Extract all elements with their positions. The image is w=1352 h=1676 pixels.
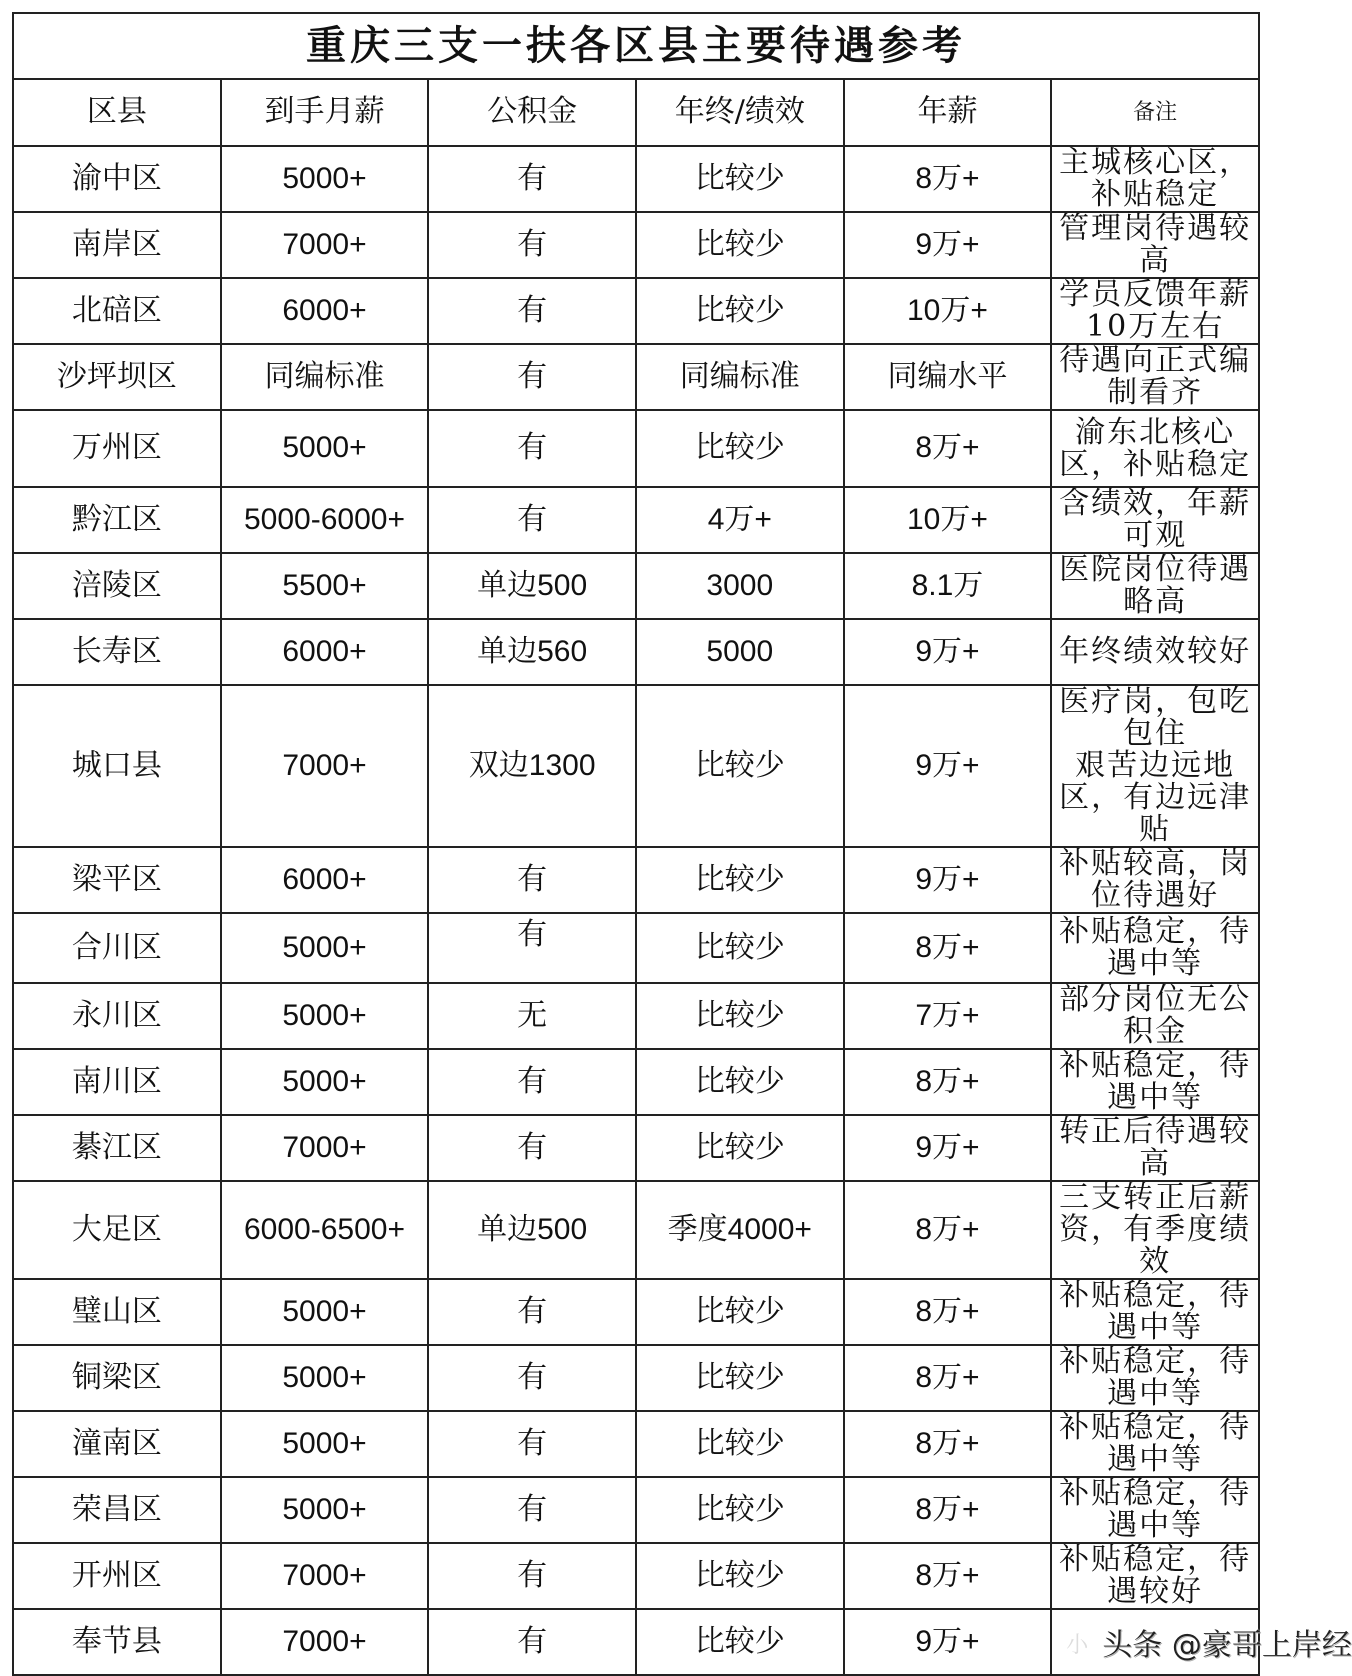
cell-district: 南岸区 [13,212,221,278]
cell-district: 涪陵区 [13,553,221,619]
cell-monthly-pay: 5000-6000+ [221,487,429,553]
cell-notes: 医院岗位待遇略高 [1051,553,1259,619]
cell-notes: 补贴稳定，待遇中等 [1051,1411,1259,1477]
cell-annual-pay: 9万+ [844,1609,1052,1675]
cell-bonus: 比较少 [636,1411,844,1477]
cell-district: 大足区 [13,1181,221,1279]
cell-annual-pay: 9万+ [844,1115,1052,1181]
cell-bonus: 比较少 [636,1115,844,1181]
cell-district: 南川区 [13,1049,221,1115]
cell-monthly-pay: 5000+ [221,913,429,983]
header-notes: 备注 [1051,79,1259,146]
cell-annual-pay: 10万+ [844,487,1052,553]
cell-district: 城口县 [13,685,221,847]
cell-housing-fund: 有 [428,1477,636,1543]
cell-district: 开州区 [13,1543,221,1609]
cell-notes: 补贴稳定，待遇中等 [1051,1279,1259,1345]
cell-housing-fund: 有 [428,1543,636,1609]
cell-bonus: 比较少 [636,1279,844,1345]
cell-notes: 年终绩效较好 [1051,619,1259,685]
table-row [13,1609,1259,1675]
cell-monthly-pay: 5000+ [221,1279,429,1345]
cell-district: 沙坪坝区 [13,344,221,410]
cell-notes: 部分岗位无公积金 [1051,983,1259,1049]
cell-bonus: 比较少 [636,278,844,344]
cell-annual-pay: 8万+ [844,1543,1052,1609]
table-row [13,619,1259,685]
cell-notes: 补贴稳定，待遇中等 [1051,1477,1259,1543]
cell-housing-fund: 有 [428,344,636,410]
cell-annual-pay: 8万+ [844,1181,1052,1279]
cell-notes: 主城核心区，补贴稳定 [1051,146,1259,212]
cell-monthly-pay: 6000-6500+ [221,1181,429,1279]
cell-monthly-pay: 6000+ [221,619,429,685]
cell-bonus: 比较少 [636,212,844,278]
cell-district: 璧山区 [13,1279,221,1345]
cell-monthly-pay: 7000+ [221,1543,429,1609]
cell-monthly-pay: 5000+ [221,410,429,487]
cell-monthly-pay: 5000+ [221,1477,429,1543]
cell-annual-pay: 8万+ [844,410,1052,487]
table-row [13,685,1259,847]
cell-housing-fund: 单边560 [428,619,636,685]
table-row [13,1543,1259,1609]
cell-annual-pay: 10万+ [844,278,1052,344]
cell-housing-fund: 有 [428,1115,636,1181]
cell-notes: 含绩效，年薪可观 [1051,487,1259,553]
cell-annual-pay: 8万+ [844,1411,1052,1477]
cell-notes: 三支转正后薪资，有季度绩效 [1051,1181,1259,1279]
cell-notes: 管理岗待遇较高 [1051,212,1259,278]
cell-monthly-pay: 7000+ [221,1115,429,1181]
table-row [13,278,1259,344]
cell-housing-fund: 单边500 [428,553,636,619]
cell-district: 永川区 [13,983,221,1049]
cell-bonus: 比较少 [636,847,844,913]
cell-housing-fund: 有 [428,1345,636,1411]
cell-district: 黔江区 [13,487,221,553]
cell-monthly-pay: 同编标准 [221,344,429,410]
watermark: 头条 @豪哥上岸经 [1102,1627,1352,1663]
table-row [13,410,1259,487]
cell-bonus: 比较少 [636,983,844,1049]
cell-annual-pay: 8万+ [844,1279,1052,1345]
cell-annual-pay: 8万+ [844,1345,1052,1411]
cell-notes: 补贴稳定，待遇中等 [1051,1049,1259,1115]
cell-district: 綦江区 [13,1115,221,1181]
table-row [13,344,1259,410]
cell-annual-pay: 9万+ [844,847,1052,913]
table-row [13,553,1259,619]
cell-bonus: 比较少 [636,1049,844,1115]
cell-annual-pay: 8万+ [844,1477,1052,1543]
cell-bonus: 比较少 [636,146,844,212]
table-row [13,1049,1259,1115]
table-title: 重庆三支一扶各区县主要待遇参考 [13,13,1259,79]
cell-notes: 学员反馈年薪10万左右 [1051,278,1259,344]
table-row [13,1477,1259,1543]
cell-bonus: 季度4000+ [636,1181,844,1279]
cell-notes: 补贴稳定，待遇较好 [1051,1543,1259,1609]
cell-district: 渝中区 [13,146,221,212]
cell-housing-fund: 有 [428,212,636,278]
cell-bonus: 比较少 [636,913,844,983]
cell-monthly-pay: 6000+ [221,278,429,344]
cell-monthly-pay: 6000+ [221,847,429,913]
cell-monthly-pay: 7000+ [221,1609,429,1675]
salary-table [12,12,1352,1676]
cell-housing-fund: 有 [428,847,636,913]
table-row [13,1411,1259,1477]
cell-annual-pay: 9万+ [844,212,1052,278]
cell-district: 荣昌区 [13,1477,221,1543]
cell-bonus: 比较少 [636,1543,844,1609]
cell-bonus: 3000 [636,553,844,619]
cell-bonus: 比较少 [636,410,844,487]
table-row [13,1279,1259,1345]
cell-monthly-pay: 5500+ [221,553,429,619]
cell-notes: 补贴较高，岗位待遇好 [1051,847,1259,913]
cell-district: 潼南区 [13,1411,221,1477]
table-row [13,1181,1259,1279]
cell-monthly-pay: 5000+ [221,1345,429,1411]
cell-housing-fund: 有 [428,1411,636,1477]
cell-monthly-pay: 5000+ [221,1049,429,1115]
header-district: 区县 [13,79,221,146]
table-row [13,847,1259,913]
cell-district: 奉节县 [13,1609,221,1675]
cell-monthly-pay: 5000+ [221,1411,429,1477]
cell-annual-pay: 9万+ [844,619,1052,685]
cell-annual-pay: 同编水平 [844,344,1052,410]
header-monthly-pay: 到手月薪 [221,79,429,146]
cell-bonus: 5000 [636,619,844,685]
cell-annual-pay: 8万+ [844,1049,1052,1115]
cell-notes: 渝东北核心区，补贴稳定 [1051,410,1259,487]
cell-bonus: 比较少 [636,685,844,847]
cell-bonus: 比较少 [636,1477,844,1543]
cell-district: 万州区 [13,410,221,487]
header-annual-pay: 年薪 [844,79,1052,146]
table-row [13,487,1259,553]
watermark-faint: 小 [1066,1632,1089,1658]
cell-annual-pay: 8万+ [844,146,1052,212]
cell-housing-fund: 有 [428,146,636,212]
cell-housing-fund: 有 [428,1279,636,1345]
cell-notes: 补贴稳定，待遇中等 [1051,913,1259,983]
cell-notes: 补贴稳定，待遇中等 [1051,1345,1259,1411]
cell-annual-pay: 7万+ [844,983,1052,1049]
cell-bonus: 同编标准 [636,344,844,410]
cell-housing-fund: 有 [428,410,636,487]
cell-housing-fund: 双边1300 [428,685,636,847]
cell-monthly-pay: 7000+ [221,685,429,847]
cell-district: 合川区 [13,913,221,983]
header-row [13,79,1259,146]
header-bonus: 年终/绩效 [636,79,844,146]
cell-monthly-pay: 5000+ [221,146,429,212]
cell-notes [1051,1609,1352,1675]
watermark-group [1052,1628,1352,1664]
cell-monthly-pay: 5000+ [221,983,429,1049]
cell-district: 长寿区 [13,619,221,685]
table-row [13,983,1259,1049]
table-row [13,146,1259,212]
cell-district: 梁平区 [13,847,221,913]
cell-housing-fund: 单边500 [428,1181,636,1279]
cell-district: 铜梁区 [13,1345,221,1411]
cell-housing-fund: 有 [428,1049,636,1115]
cell-annual-pay: 9万+ [844,685,1052,847]
cell-housing-fund: 有 [428,913,636,983]
cell-monthly-pay: 7000+ [221,212,429,278]
cell-bonus: 比较少 [636,1609,844,1675]
cell-housing-fund: 有 [428,1609,636,1675]
table-row [13,1345,1259,1411]
cell-notes: 待遇向正式编制看齐 [1051,344,1259,410]
cell-district: 北碚区 [13,278,221,344]
table-row [13,913,1259,983]
cell-annual-pay: 8.1万 [844,553,1052,619]
table-row [13,212,1259,278]
cell-housing-fund: 有 [428,278,636,344]
cell-notes: 医疗岗，包吃包住 艰苦边远地区，有边远津贴 [1051,685,1259,847]
cell-bonus: 4万+ [636,487,844,553]
table-row [13,1115,1259,1181]
header-housing-fund: 公积金 [428,79,636,146]
cell-housing-fund: 无 [428,983,636,1049]
cell-annual-pay: 8万+ [844,913,1052,983]
cell-notes: 转正后待遇较高 [1051,1115,1259,1181]
cell-bonus: 比较少 [636,1345,844,1411]
cell-housing-fund: 有 [428,487,636,553]
